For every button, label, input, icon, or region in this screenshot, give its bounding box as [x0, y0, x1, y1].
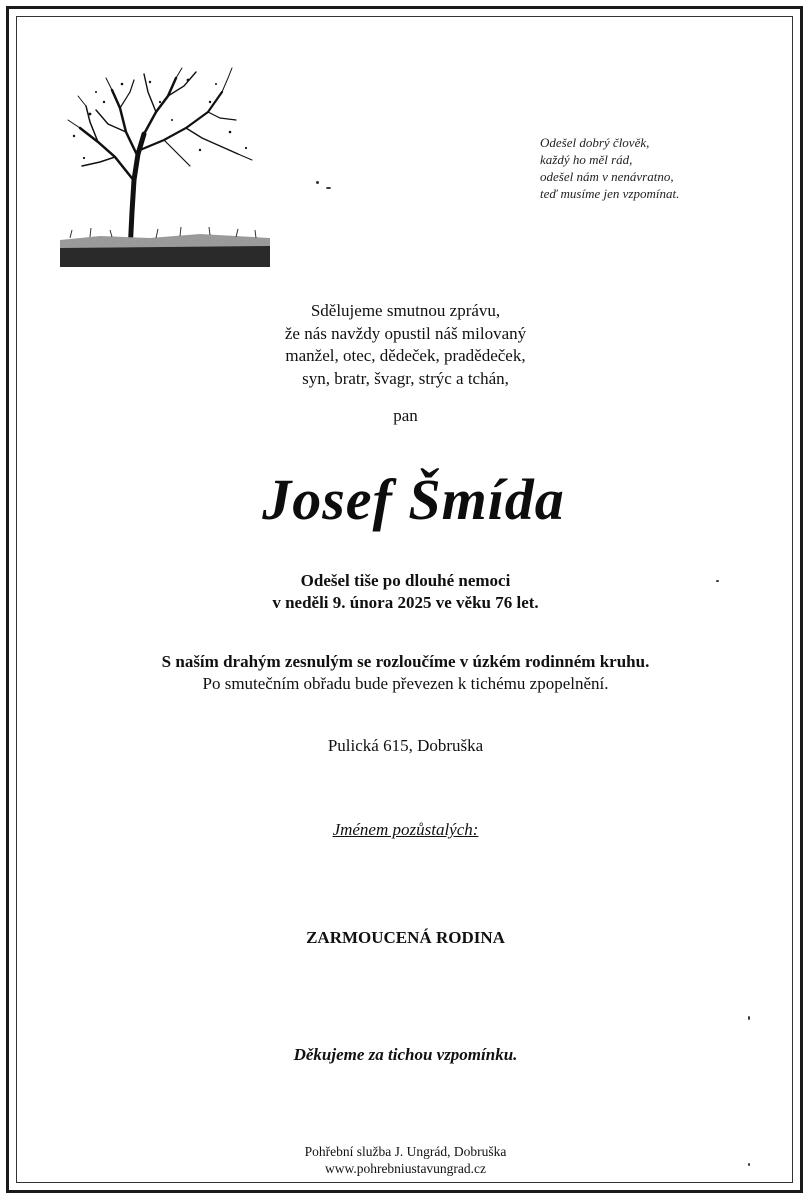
- footer: [0, 1143, 811, 1177]
- scan-speck: [748, 1016, 750, 1020]
- announcement-line: Sdělujeme smutnou zprávu,: [310, 301, 501, 320]
- announcement-line: že nás navždy opustil náš milovaný: [284, 323, 527, 343]
- on-behalf-text: Jménem pozůstalých:: [332, 820, 479, 839]
- poem-line: odešel nám v nenávratno,: [540, 169, 674, 184]
- poem-line: Odešel dobrý člověk,: [540, 135, 650, 150]
- announcement-line: syn, bratr, švagr, strýc a tchán,: [302, 368, 509, 388]
- announcement-line: manžel, otec, dědeček, pradědeček,: [285, 346, 526, 365]
- memorial-poem: [540, 134, 770, 202]
- scan-speck: [326, 187, 331, 189]
- funeral-service-website: www.pohrebniustavungrad.cz: [324, 1161, 487, 1176]
- death-line-1: Odešel tiše po dlouhé nemoci: [300, 571, 511, 590]
- family-signature: ZARMOUCENÁ RODINA: [306, 928, 505, 947]
- farewell-details: [0, 651, 811, 695]
- address: Pulická 615, Dobruška: [327, 736, 484, 755]
- on-behalf-label: [0, 820, 811, 840]
- poem-line: teď musíme jen vzpomínat.: [540, 186, 680, 201]
- bare-tree-icon: [60, 62, 270, 267]
- thanks-line: Děkujeme za tichou vzpomínku.: [293, 1045, 518, 1064]
- scan-speck: [316, 181, 319, 184]
- death-line-2: v neděli 9. února 2025 ve věku 76 let.: [272, 593, 539, 612]
- deceased-name: Josef Šmída: [262, 467, 565, 532]
- poem-line: každý ho měl rád,: [540, 152, 633, 167]
- announcement-text: [0, 300, 811, 390]
- honorific: pan: [393, 406, 418, 425]
- death-details: [0, 570, 811, 614]
- funeral-service-name: Pohřební služba J. Ungrád, Dobruška: [304, 1144, 507, 1159]
- farewell-line-1: S naším drahým zesnulým se rozloučíme v úzkém rodinném kruhu.: [161, 652, 650, 671]
- farewell-line-2: Po smutečním obřadu bude převezen k tichému zpopelnění.: [202, 674, 609, 693]
